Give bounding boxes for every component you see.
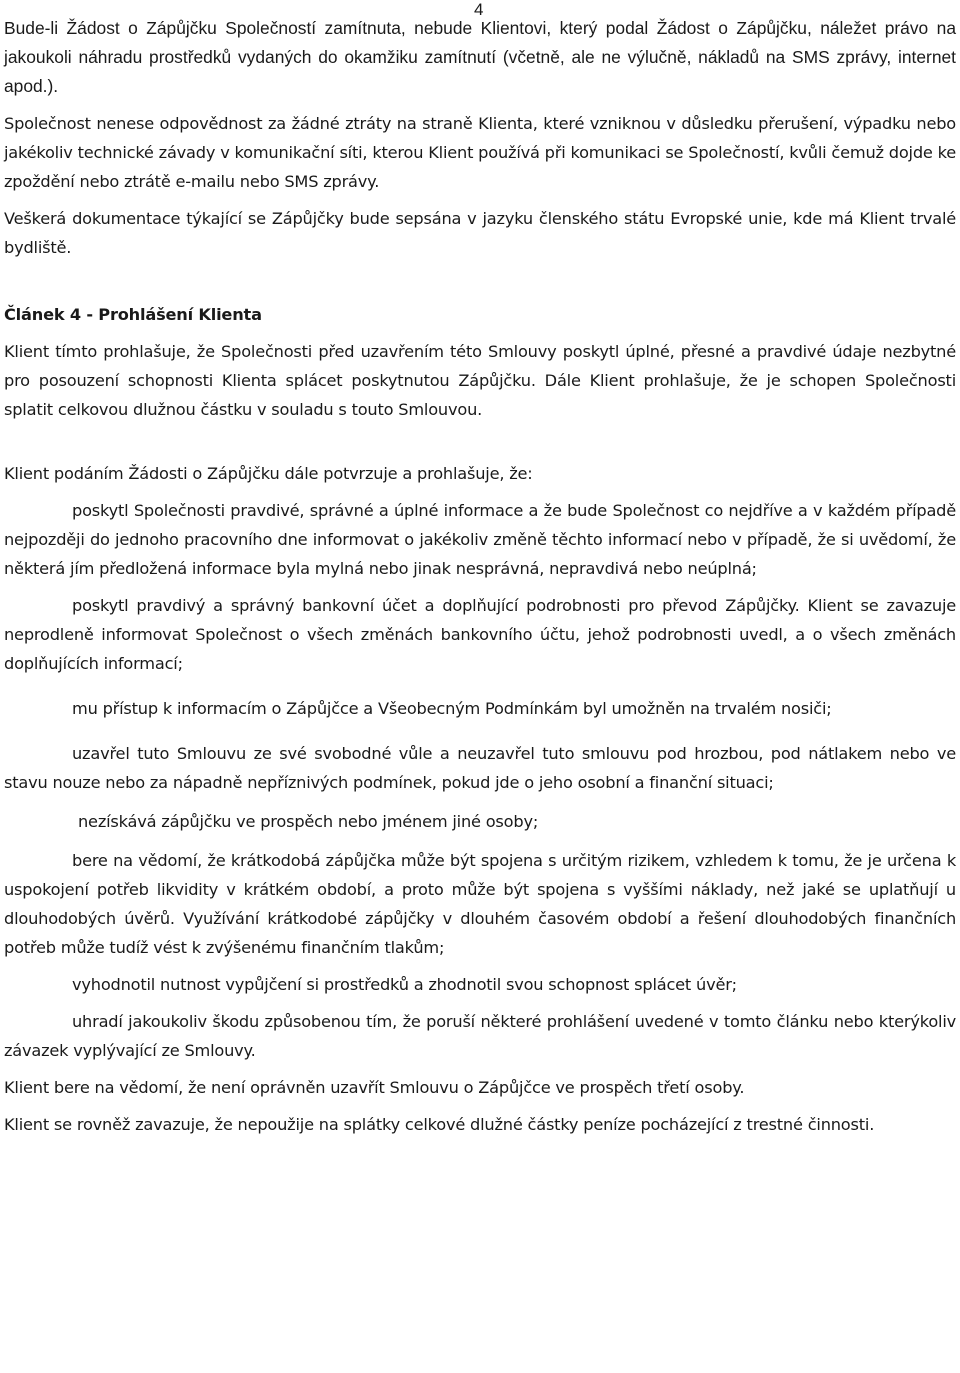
declaration-item: poskytl Společnosti pravdivé, správné a úplné informace a že bude Společnost co nejdříve a v každém případě nejpozději do jednoho pracovního dne informovat o jakékoliv změně těchto informací nebo v případě, že si uvědomí, že některá jím předložená informace byla mylná nebo jinak nesprávná, nepravdivá nebo neúplná; — [4, 501, 956, 578]
declaration-item: mu přístup k informacím o Zápůjčce a Všeobecným Podmínkám byl umožněn na trvalém nosiči; — [72, 699, 832, 718]
paragraph-liability: Společnost nenese odpovědnost za žádné ztráty na straně Klienta, které vzniknou v důsledku přerušení, výpadku nebo jakékoliv technické závady v komunikační síti, kterou Klient používá při komunikaci se Společností, kvůli čemuž dojde ke zpoždění nebo ztrátě e-mailu nebo SMS zprávy. — [4, 114, 956, 191]
declaration-item: nezískává zápůjčku ve prospěch nebo jménem jiné osoby; — [78, 812, 539, 831]
article-intro: Klient tímto prohlašuje, že Společnosti před uzavřením této Smlouvy poskytl úplné, přesné a pravdivé údaje nezbytné pro posouzení schopnosti Klienta splácet poskytnutou Zápůjčku. Dále Klient prohlašuje, že je schopen Společnosti splatit celkovou dlužnou částku v souladu s touto Smlouvou. — [4, 342, 956, 419]
closing-paragraph: Klient bere na vědomí, že není oprávněn uzavřít Smlouvu o Zápůjčce ve prospěch třetí osoby. — [4, 1078, 745, 1097]
declaration-item: bere na vědomí, že krátkodobá zápůjčka může být spojena s určitým rizikem, vzhledem k tomu, že je určena k uspokojení potřeb likvidity v krátkém období, a proto může být spojena s vyššími náklady, než jaké se uplatňují u dlouhodobých úvěrů. Využívání krátkodobé zápůjčky v dlouhém časovém období a řešení dlouhodobých finančních potřeb může tudíž vést k zvýšenému finančním tlakům; — [4, 851, 956, 957]
article-heading: Článek 4 - Prohlášení Klienta — [4, 305, 262, 324]
declaration-item: uhradí jakoukoliv škodu způsobenou tím, že poruší některé prohlášení uvedené v tomto článku nebo kterýkoliv závazek vyplývající ze Smlouvy. — [4, 1012, 956, 1060]
paragraph-rejection: Bude-li Žádost o Zápůjčku Společností zamítnuta, nebude Klientovi, který podal Žádost o Zápůjčku, náležet právo na jakoukoli náhradu prostředků vydaných do okamžiku zamítnutí (včetně, ale ne výlučně, nákladů na SMS zprávy, internet apod.). — [4, 18, 956, 96]
closing-paragraph: Klient se rovněž zavazuje, že nepoužije na splátky celkové dlužné částky peníze pocházející z trestné činnosti. — [4, 1115, 875, 1134]
declaration-item: uzavřel tuto Smlouvu ze své svobodné vůle a neuzavřel tuto smlouvu pod hrozbou, pod nátlakem nebo ve stavu nouze nebo za nápadně nepříznivých podmínek, pokud jde o jeho osobní a finanční situaci; — [4, 744, 956, 792]
document-body — [4, 14, 956, 1139]
page-number: 4 — [474, 0, 484, 19]
declaration-lead: Klient podáním Žádosti o Zápůjčku dále potvrzuje a prohlašuje, že: — [4, 464, 533, 483]
declaration-item: poskytl pravdivý a správný bankovní účet a doplňující podrobnosti pro převod Zápůjčky. Klient se zavazuje neprodleně informovat Společnost o všech změnách bankovního účtu, jehož podrobnosti uvedl, a o všech změnách doplňujících informací; — [4, 596, 956, 673]
declaration-item: vyhodnotil nutnost vypůjčení si prostředků a zhodnotil svou schopnost splácet úvěr; — [72, 975, 737, 994]
paragraph-documentation: Veškerá dokumentace týkající se Zápůjčky bude sepsána v jazyku členského státu Evropské unie, kde má Klient trvalé bydliště. — [4, 209, 956, 257]
